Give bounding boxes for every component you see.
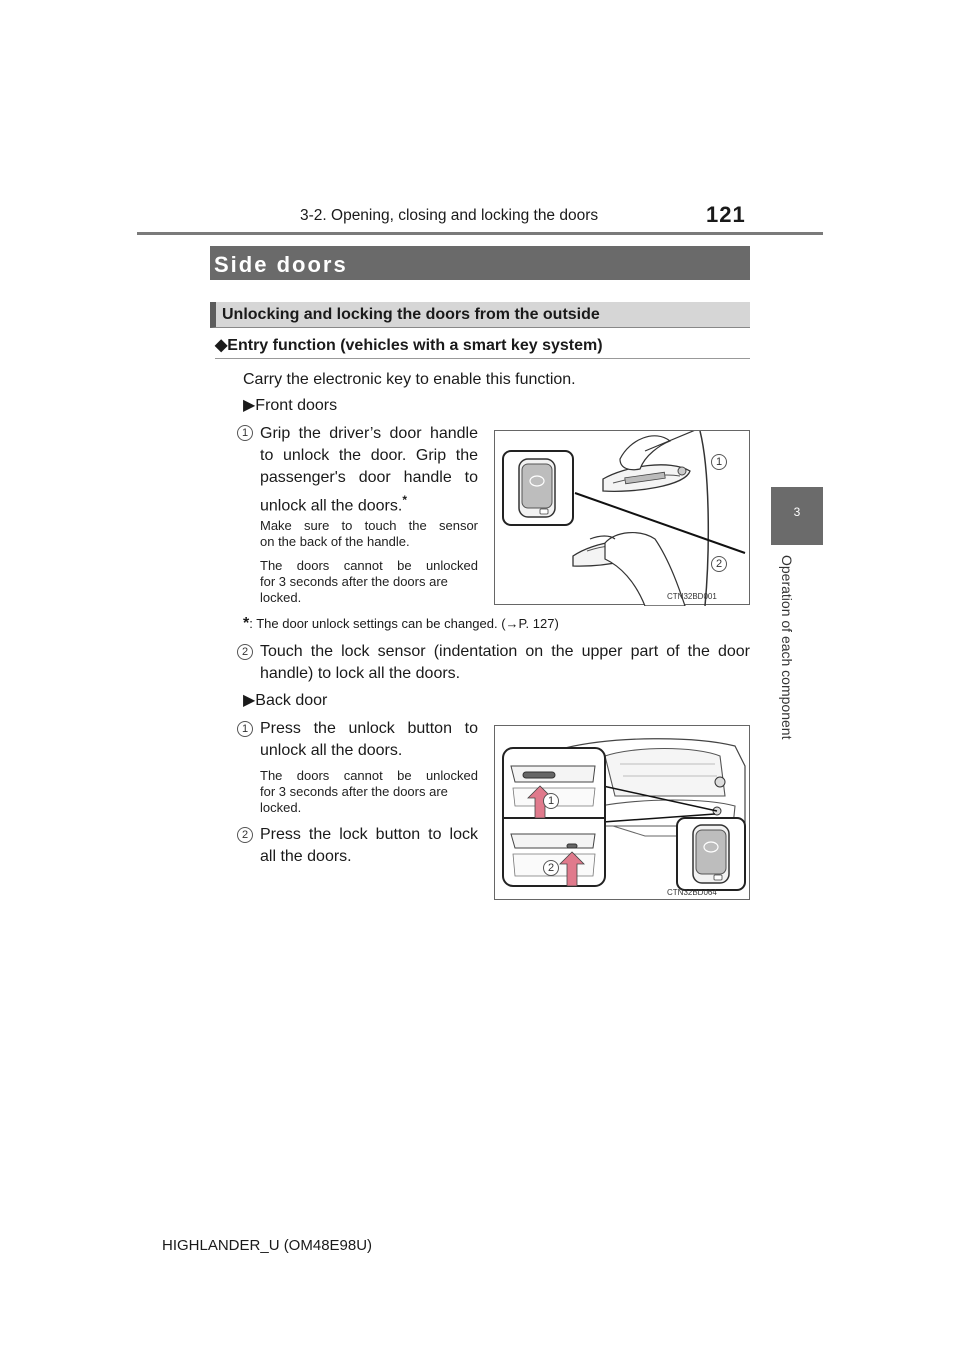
page-number: 121 — [706, 202, 746, 227]
entry-function-heading: ◆Entry function (vehicles with a smart key system) — [215, 337, 603, 354]
text-line: handle) to lock all the doors. — [260, 665, 461, 682]
text-line — [260, 489, 478, 517]
chapter-tab-label: Operation of each component — [779, 555, 795, 740]
step-number-1: 1 — [237, 721, 253, 737]
front-note-2 — [260, 558, 478, 606]
chapter-tab-number: 3 — [793, 505, 801, 519]
step-number-2: 2 — [237, 644, 253, 660]
text-line: Press the lock button to lock — [260, 826, 478, 843]
figure-callout-1: 1 — [543, 793, 559, 809]
back-door-illustration — [495, 726, 751, 901]
front-step1-text — [260, 423, 478, 517]
text-line: The doors cannot be unlocked — [260, 768, 478, 783]
text-line: The doors cannot be unlocked — [260, 558, 478, 573]
text-line: Grip the driver’s door handle — [260, 425, 478, 442]
intro-text: Carry the electronic key to enable this function. — [243, 371, 576, 388]
section-title: Side doors — [214, 252, 348, 277]
text-line: unlock all the doors. — [260, 742, 403, 759]
front-door-figure — [494, 430, 750, 605]
back-note — [260, 768, 478, 816]
figure-code: CTN32BD001 — [667, 592, 717, 601]
text-line: all the doors. — [260, 848, 352, 865]
heading-rule — [215, 358, 750, 359]
text-line: for 3 seconds after the doors are — [260, 784, 448, 799]
step-number-1: 1 — [237, 425, 253, 441]
model-footer: HIGHLANDER_U (OM48E98U) — [162, 1237, 373, 1254]
footnote-marker: * — [243, 615, 250, 632]
header-rule — [137, 232, 823, 235]
figure-callout-2: 2 — [543, 860, 559, 876]
text-line: passenger's door handle to — [260, 469, 478, 486]
footnote — [243, 615, 559, 633]
footnote-text: : The door unlock settings can be changed. (→P. 127) — [249, 616, 559, 631]
back-step2-text — [260, 824, 478, 868]
back-step1-text — [260, 718, 478, 762]
figure-callout-1: 1 — [711, 454, 727, 470]
text-line: for 3 seconds after the doors are — [260, 574, 448, 589]
text-line-part: unlock all the doors. — [260, 497, 403, 515]
front-step2-text — [260, 641, 750, 685]
chapter-heading: 3-2. Opening, closing and locking the doors — [300, 207, 599, 224]
text-line: Press the unlock button to — [260, 720, 478, 737]
text-line: locked. — [260, 800, 302, 815]
text-line: to unlock the door. Grip the — [260, 447, 478, 464]
text-line: Make sure to touch the sensor — [260, 518, 478, 533]
back-door-figure — [494, 725, 750, 900]
text-line: Touch the lock sensor (indentation on the upper part of the door — [260, 643, 750, 660]
figure-code: CTN32BD064 — [667, 888, 717, 897]
footnote-marker: * — [402, 493, 407, 507]
figure-callout-2: 2 — [711, 556, 727, 572]
subsection-title: Unlocking and locking the doors from the outside — [222, 306, 600, 323]
text-line: locked. — [260, 590, 302, 605]
step-number-2: 2 — [237, 827, 253, 843]
text-line: on the back of the handle. — [260, 534, 410, 549]
back-door-label: ▶Back door — [243, 692, 328, 709]
front-doors-label: ▶Front doors — [243, 397, 338, 414]
front-note-1 — [260, 518, 478, 550]
